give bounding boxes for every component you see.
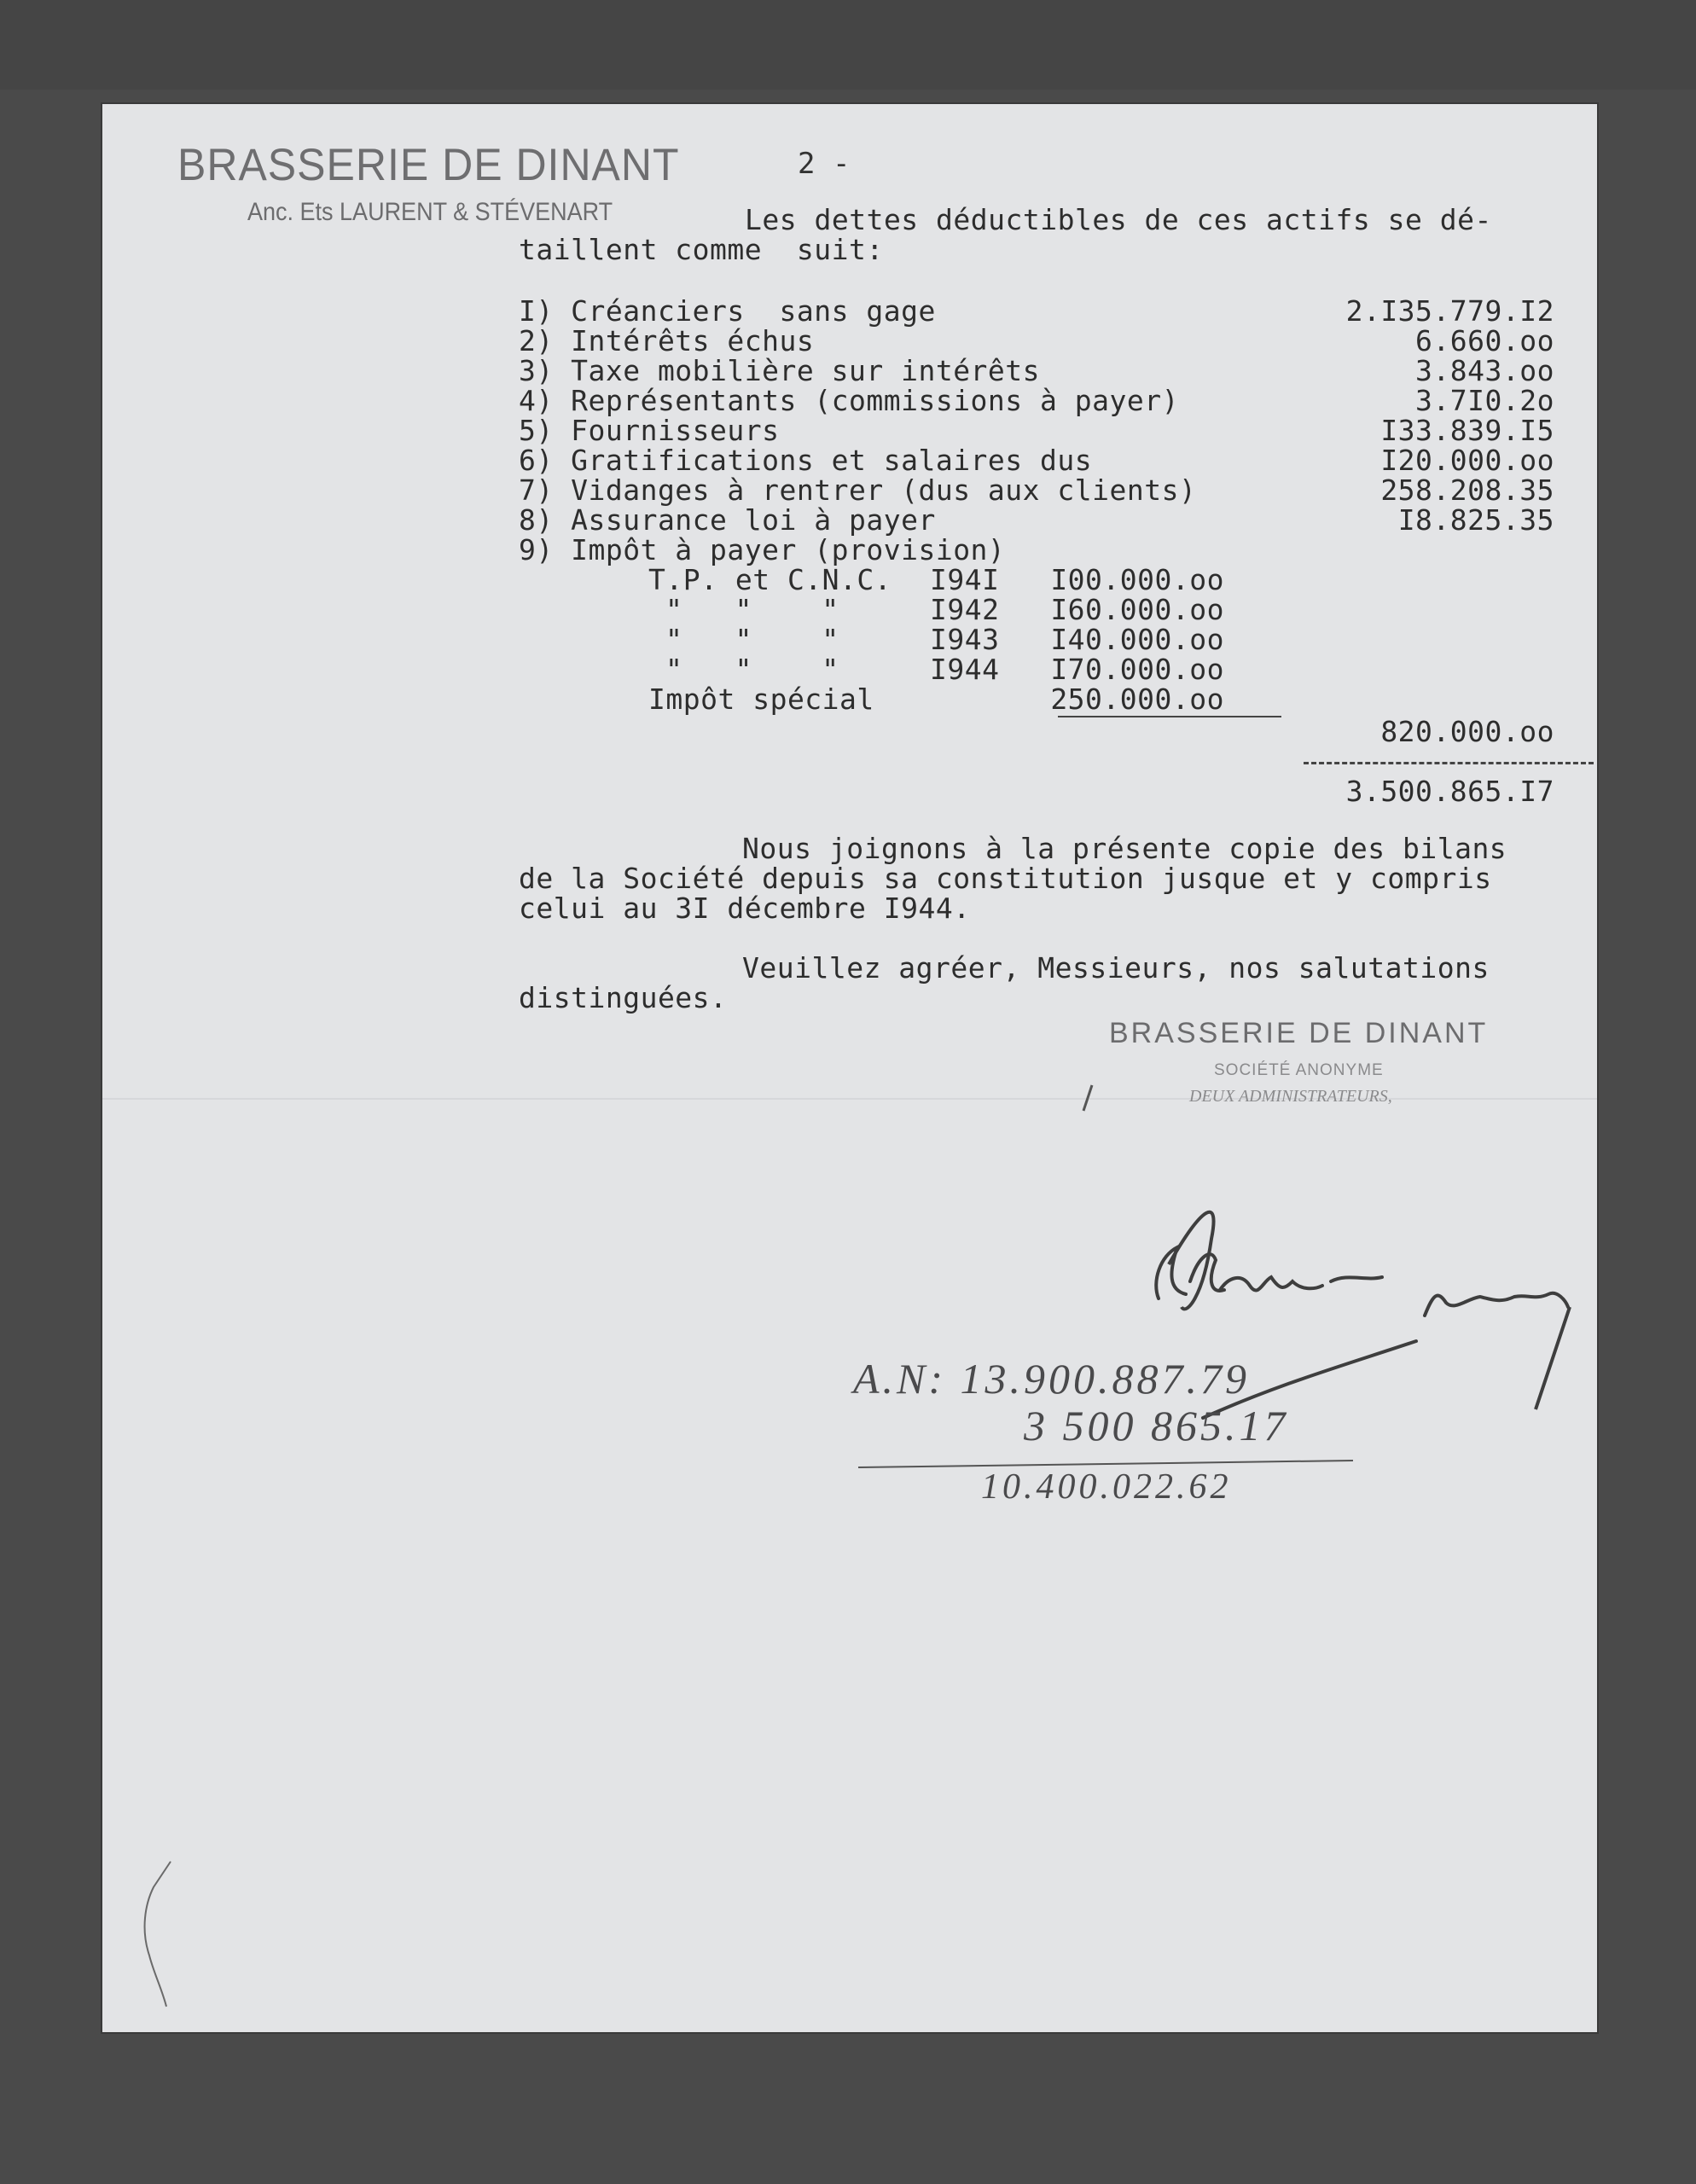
debt-amount: 6.660.oo xyxy=(1415,324,1554,357)
tax-label: " " " xyxy=(665,623,839,656)
para1-line-3: celui au 3I décembre I944. xyxy=(519,892,971,925)
intro-line-2: taillent comme suit: xyxy=(519,233,884,266)
tax-label: T.P. et C.N.C. xyxy=(648,563,892,596)
tax-amount: I70.000.oo xyxy=(1050,653,1224,686)
debt-label: 9) Impôt à payer (provision) xyxy=(519,533,1006,566)
handwritten-line-1: A.N: 13.900.887.79 xyxy=(853,1355,1251,1403)
debt-label: 5) Fournisseurs xyxy=(519,414,780,447)
debt-amount: I33.839.I5 xyxy=(1380,414,1554,447)
tax-amount: I00.000.oo xyxy=(1050,563,1224,596)
tax-amount: 250.000.oo xyxy=(1050,682,1224,716)
para2-line-1: Veuillez agréer, Messieurs, nos salutations xyxy=(742,951,1490,985)
debt-label: 6) Gratifications et salaires dus xyxy=(519,444,1093,477)
debt-label: 3) Taxe mobilière sur intérêts xyxy=(519,354,1041,387)
debt-amount: 3.843.oo xyxy=(1415,354,1554,387)
tax-label: " " " xyxy=(665,593,839,626)
margin-mark xyxy=(119,1853,188,2024)
seal-type: SOCIÉTÉ ANONYME xyxy=(1214,1061,1384,1079)
debt-amount: I20.000.oo xyxy=(1380,444,1554,477)
document-page xyxy=(102,104,1597,2032)
grand-total: 3.500.865.I7 xyxy=(1345,775,1554,808)
tax-total: 820.000.oo xyxy=(1380,715,1554,748)
tax-year: I944 xyxy=(930,653,1000,686)
tax-label: Impôt spécial xyxy=(648,682,874,716)
tax-year: I942 xyxy=(930,593,1000,626)
debt-amount: I8.825.35 xyxy=(1397,503,1554,537)
intro-line-1: Les dettes déductibles de ces actifs se dé- xyxy=(745,203,1492,236)
tax-year: I94I xyxy=(930,563,1000,596)
debt-label: 4) Représentants (commissions à payer) xyxy=(519,384,1179,417)
debt-label: 7) Vidanges à rentrer (dus aux clients) xyxy=(519,473,1197,507)
debt-amount: 2.I35.779.I2 xyxy=(1345,294,1554,328)
tax-year: I943 xyxy=(930,623,1000,656)
debt-amount: 258.208.35 xyxy=(1380,473,1554,507)
letterhead-company: BRASSERIE DE DINANT xyxy=(177,139,680,190)
tax-underline xyxy=(1058,716,1281,717)
debt-label: 2) Intérêts échus xyxy=(519,324,815,357)
total-separator xyxy=(1304,762,1594,764)
letterhead-subtitle: Anc. Ets LAURENT & STÉVENART xyxy=(247,198,613,226)
debt-amount: 3.7I0.2o xyxy=(1415,384,1554,417)
para1-line-1: Nous joignons à la présente copie des bilans xyxy=(742,832,1507,865)
tax-amount: I40.000.oo xyxy=(1050,623,1224,656)
tax-label: " " " xyxy=(665,653,839,686)
handwritten-line-2: 3 500 865.17 xyxy=(1024,1402,1289,1449)
para1-line-2: de la Société depuis sa constitution jusque et y compris xyxy=(519,862,1492,895)
handwritten-line-3: 10.400.022.62 xyxy=(981,1467,1232,1507)
debt-label: I) Créanciers sans gage xyxy=(519,294,936,328)
seal-signatories: DEUX ADMINISTRATEURS, xyxy=(1189,1087,1392,1106)
debt-label: 8) Assurance loi à payer xyxy=(519,503,936,537)
para2-line-2: distinguées. xyxy=(519,981,728,1014)
scan-frame xyxy=(0,0,1696,90)
seal-company: BRASSERIE DE DINANT xyxy=(1109,1017,1489,1049)
page-number: 2 - xyxy=(798,147,851,181)
tax-amount: I60.000.oo xyxy=(1050,593,1224,626)
